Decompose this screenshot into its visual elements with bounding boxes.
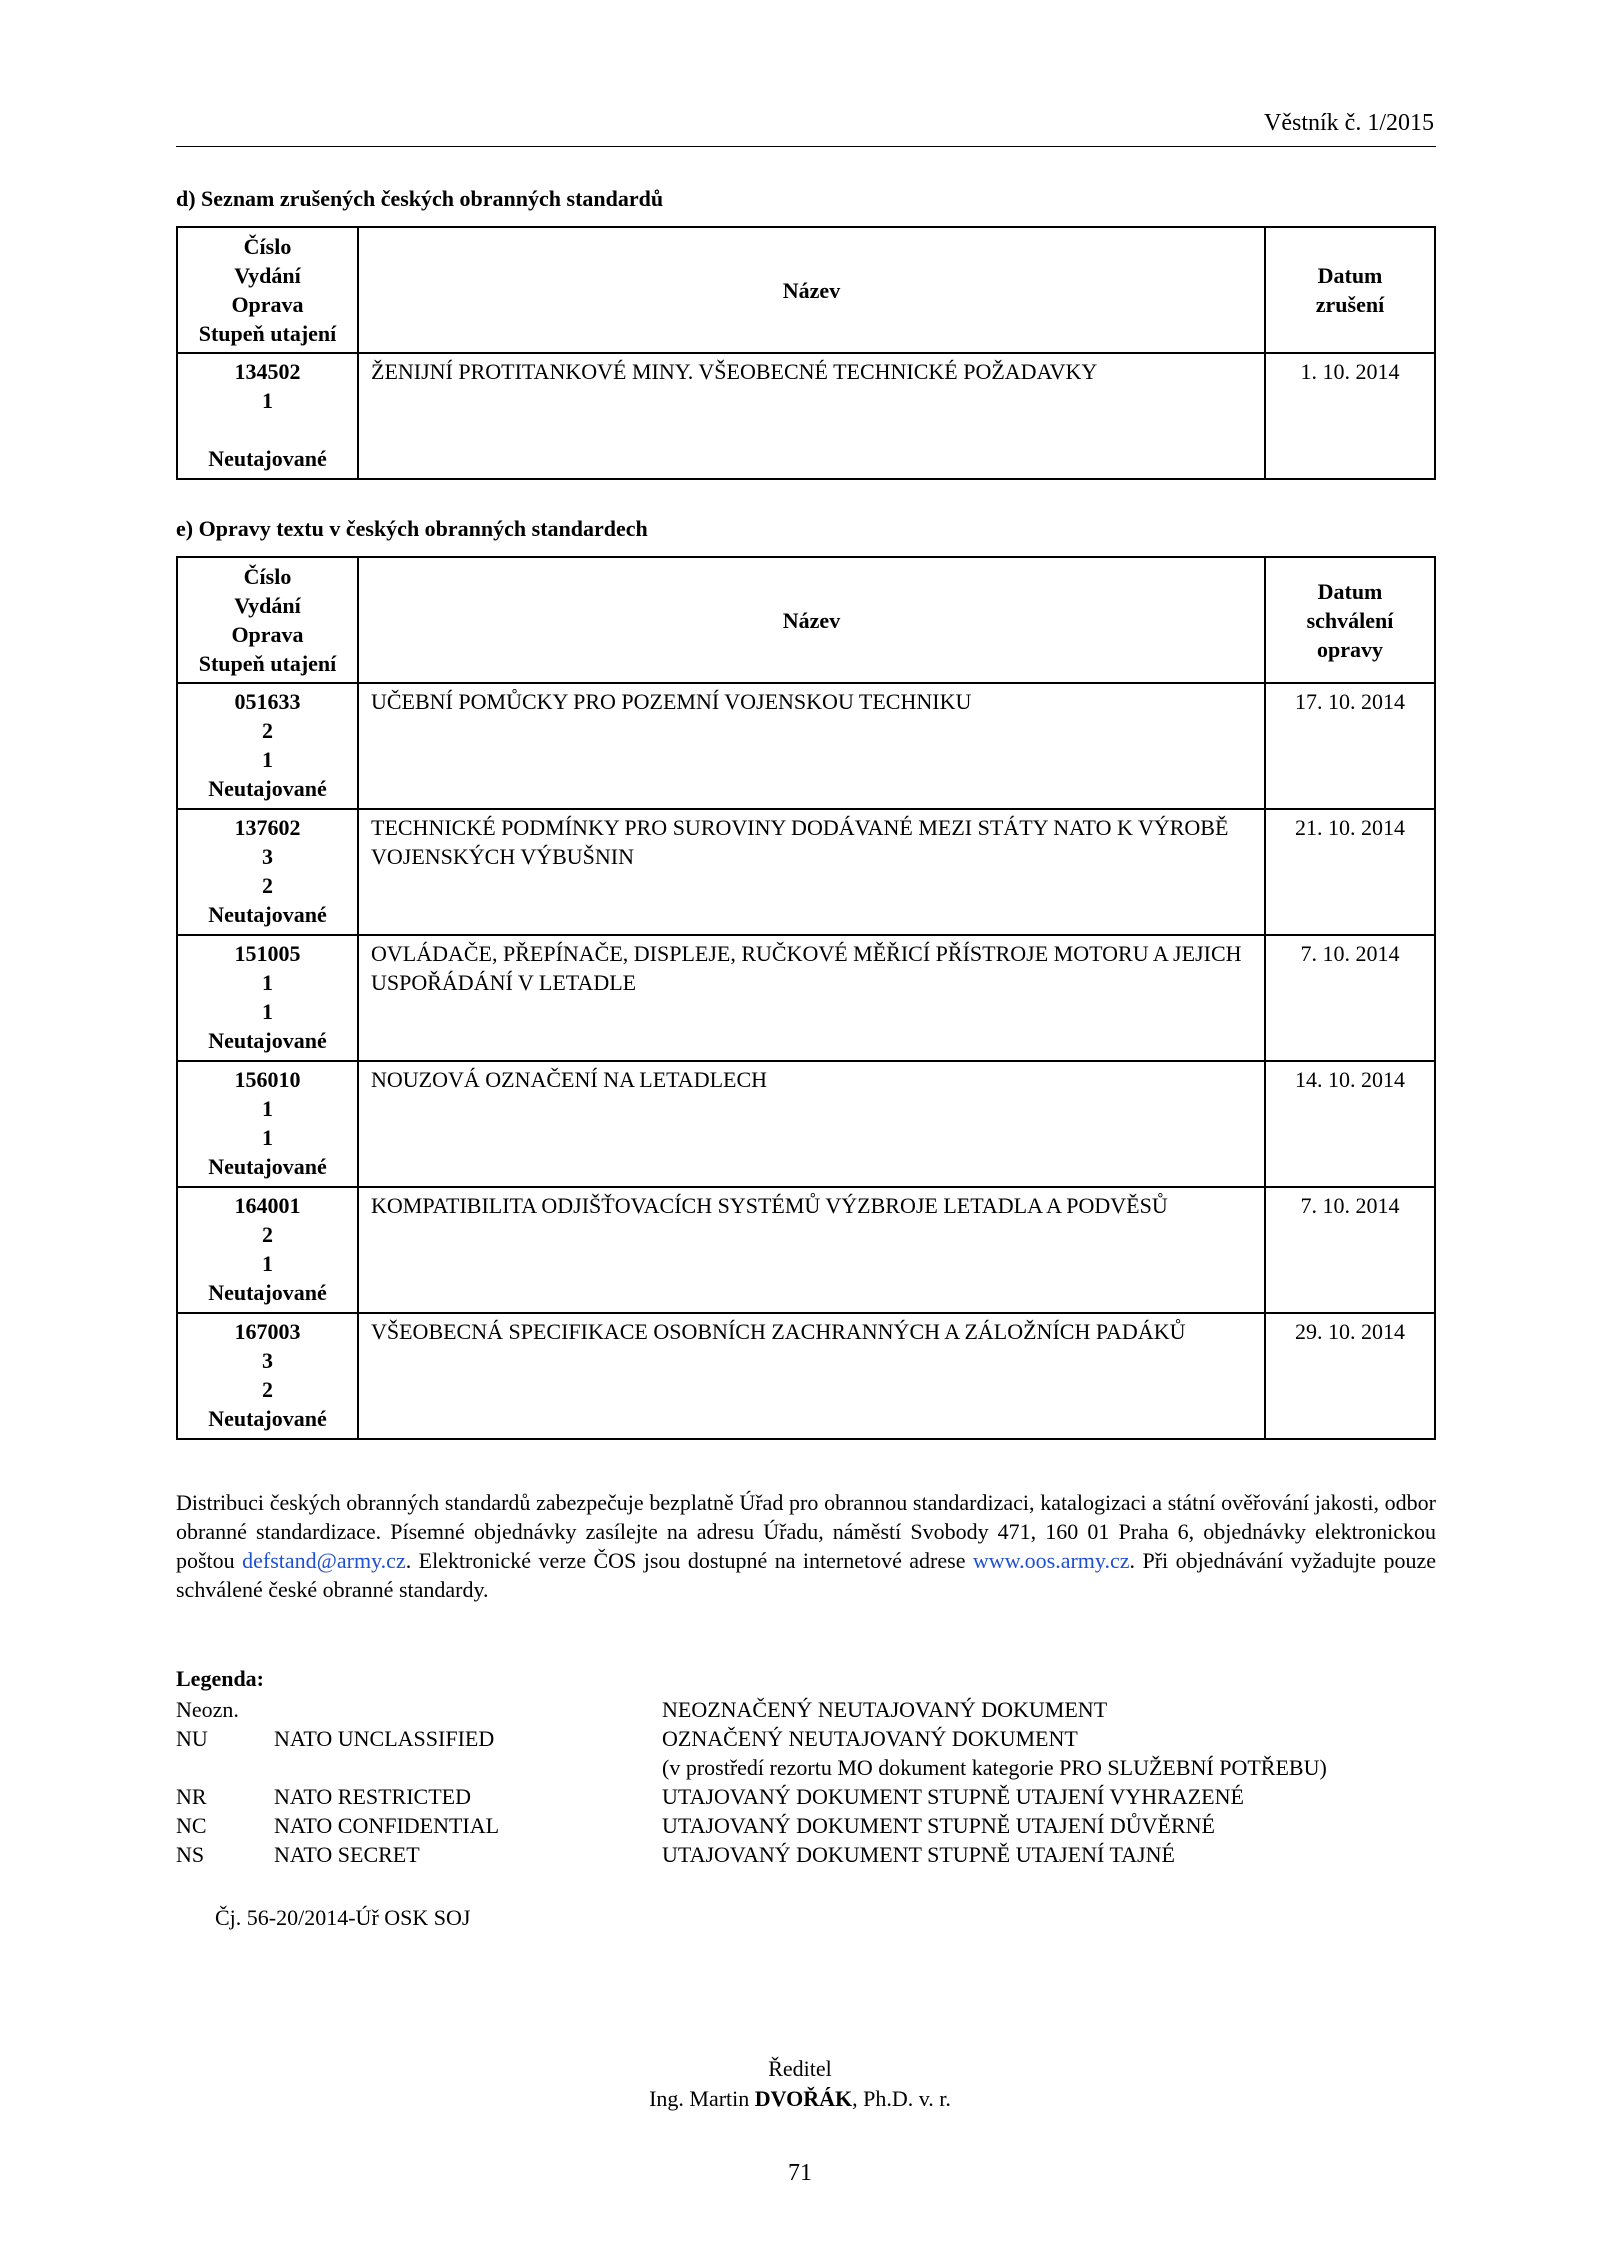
header-classification: Stupeň utajení (198, 321, 337, 346)
standard-edition: 2 (262, 1222, 273, 1247)
standard-edition: 3 (262, 1348, 273, 1373)
cancelled-standards-table (176, 226, 1436, 480)
standard-name-cell: KOMPATIBILITA ODJIŠŤOVACÍCH SYSTÉMŮ VÝZBROJE LETADLA A PODVĚSŮ (358, 1187, 1265, 1313)
standard-classification: Neutajované (208, 776, 327, 801)
standard-number: 051633 (234, 689, 301, 714)
legend-nato-name: NATO CONFIDENTIAL (274, 1813, 500, 1838)
standard-correction (178, 415, 357, 444)
legend-item (176, 1811, 1436, 1840)
header-correction: Oprava (231, 622, 304, 647)
standard-date-cell: 21. 10. 2014 (1265, 809, 1435, 935)
standard-number: 156010 (234, 1067, 301, 1092)
page-number: 71 (788, 2160, 812, 2186)
distribution-text-2: . Elektronické verze ČOS jsou dostupné na internetové adrese (405, 1548, 973, 1573)
standard-correction: 2 (262, 873, 273, 898)
header-date-approved: schválení (1306, 607, 1394, 633)
standard-number: 151005 (234, 941, 301, 966)
header-date: Datum (1317, 578, 1383, 604)
legend-description: UTAJOVANÝ DOKUMENT STUPNĚ UTAJENÍ TAJNÉ (662, 1842, 1175, 1867)
table-row (177, 1187, 1435, 1313)
header-edition: Vydání (234, 593, 301, 618)
legend-nato-name: NATO SECRET (274, 1842, 420, 1867)
standard-date-cell: 17. 10. 2014 (1265, 683, 1435, 809)
standard-id-cell (177, 683, 358, 809)
header-number: Číslo (243, 564, 292, 589)
section-e-title: e) Opravy textu v českých obranných standardech (176, 516, 648, 541)
header-number: Číslo (243, 234, 292, 259)
signature-surname: DVOŘÁK (754, 2086, 853, 2111)
standard-date-cell: 29. 10. 2014 (1265, 1313, 1435, 1439)
reference-number: Čj. 56-20/2014-Úř OSK SOJ (215, 1905, 471, 1930)
table-row (177, 1313, 1435, 1439)
legend-description: NEOZNAČENÝ NEUTAJOVANÝ DOKUMENT (662, 1697, 1108, 1722)
table-row (177, 1061, 1435, 1187)
standard-correction: 1 (262, 1125, 273, 1150)
legend-description: OZNAČENÝ NEUTAJOVANÝ DOKUMENT (662, 1726, 1078, 1751)
standard-edition: 3 (262, 844, 273, 869)
standard-name-cell: UČEBNÍ POMŮCKY PRO POZEMNÍ VOJENSKOU TECHNIKU (358, 683, 1265, 809)
standard-id-cell (177, 353, 358, 479)
standard-id-cell (177, 1187, 358, 1313)
legend-item (176, 1782, 1436, 1811)
standard-classification: Neutajované (208, 1154, 327, 1179)
name-column-header: Název (358, 227, 1265, 353)
header-correction: Oprava (231, 292, 304, 317)
legend-nato-name: NATO RESTRICTED (274, 1784, 471, 1809)
journal-issue: Věstník č. 1/2015 (1264, 110, 1434, 136)
standard-id-cell (177, 935, 358, 1061)
standard-classification: Neutajované (208, 902, 327, 927)
standard-correction: 1 (262, 1251, 273, 1276)
distribution-text-3: . Při objednávání vyžadujte pouze schválené české obranné standardy. (176, 1548, 1436, 1602)
legend-title: Legenda: (176, 1666, 264, 1691)
legend-item (176, 1695, 1436, 1724)
table-header-row (177, 557, 1435, 683)
standard-correction: 1 (262, 747, 273, 772)
standard-date-cell: 7. 10. 2014 (1265, 1187, 1435, 1313)
standard-name-cell: TECHNICKÉ PODMÍNKY PRO SUROVINY DODÁVANÉ MEZI STÁTY NATO K VÝROBĚ VOJENSKÝCH VÝBUŠNIN (358, 809, 1265, 935)
standard-date-cell: 1. 10. 2014 (1265, 353, 1435, 479)
standard-classification: Neutajované (208, 1406, 327, 1431)
legend-code: Neozn. (176, 1697, 239, 1722)
table-row (177, 683, 1435, 809)
legend-description: UTAJOVANÝ DOKUMENT STUPNĚ UTAJENÍ VYHRAZENÉ (662, 1784, 1244, 1809)
date-column-header (1265, 227, 1435, 353)
header-edition: Vydání (234, 263, 301, 288)
standard-date-cell: 14. 10. 2014 (1265, 1061, 1435, 1187)
signature-suffix: , Ph.D. v. r. (852, 2086, 951, 2111)
standard-correction: 2 (262, 1377, 273, 1402)
id-column-header (177, 557, 358, 683)
standard-id-cell (177, 809, 358, 935)
date-column-header (1265, 557, 1435, 683)
standard-classification: Neutajované (208, 446, 327, 471)
id-column-header (177, 227, 358, 353)
website-link[interactable]: www.oos.army.cz (972, 1548, 1130, 1573)
legend-nato-name: NATO UNCLASSIFIED (274, 1726, 495, 1751)
signature-prefix: Ing. Martin (649, 2086, 755, 2111)
legend-description: UTAJOVANÝ DOKUMENT STUPNĚ UTAJENÍ DŮVĚRNÉ (662, 1813, 1215, 1838)
standard-edition: 2 (262, 718, 273, 743)
header-classification: Stupeň utajení (198, 651, 337, 676)
standard-classification: Neutajované (208, 1028, 327, 1053)
standard-number: 134502 (234, 359, 301, 384)
standard-name-cell: ŽENIJNÍ PROTITANKOVÉ MINY. VŠEOBECNÉ TECHNICKÉ POŽADAVKY (358, 353, 1265, 479)
page-header (176, 110, 1436, 147)
distribution-paragraph (176, 1488, 1436, 1604)
table-row (177, 935, 1435, 1061)
legend-description: (v prostředí rezortu MO dokument kategorie PRO SLUŽEBNÍ POTŘEBU) (662, 1755, 1327, 1780)
standard-correction: 1 (262, 999, 273, 1024)
standard-edition: 1 (262, 388, 273, 413)
standard-id-cell (177, 1061, 358, 1187)
standard-number: 167003 (234, 1319, 301, 1344)
distribution-text-1: Distribuci českých obranných standardů zabezpečuje bezplatně Úřad pro obrannou standardizaci, katalogizaci a státní ověřování jakosti, odbor obranné standardizace. Písemné objednávky zasílejte na adresu Úřadu, náměstí Svobody 471, 160 01 Praha 6, objednávky elektronickou poštou (176, 1490, 1436, 1573)
legend-item (176, 1753, 1436, 1782)
legend-item (176, 1840, 1436, 1869)
header-date-cancelled: zrušení (1315, 292, 1385, 317)
signature-name (0, 2086, 1600, 2112)
table-header-row (177, 227, 1435, 353)
standard-edition: 1 (262, 970, 273, 995)
standard-id-cell (177, 1313, 358, 1439)
table-row (177, 809, 1435, 935)
standard-name-cell: NOUZOVÁ OZNAČENÍ NA LETADLECH (358, 1061, 1265, 1187)
standard-name-cell: OVLÁDAČE, PŘEPÍNAČE, DISPLEJE, RUČKOVÉ MĚŘICÍ PŘÍSTROJE MOTORU A JEJICH USPOŘÁDÁNÍ V LETADLE (358, 935, 1265, 1061)
legend-code: NR (176, 1784, 207, 1809)
legend-code: NS (176, 1842, 205, 1867)
section-d-title: d) Seznam zrušených českých obranných standardů (176, 186, 664, 211)
name-column-header: Název (358, 557, 1265, 683)
standard-classification: Neutajované (208, 1280, 327, 1305)
legend-item (176, 1724, 1436, 1753)
standard-date-cell: 7. 10. 2014 (1265, 935, 1435, 1061)
email-link[interactable]: defstand@army.cz (242, 1548, 406, 1573)
header-date: Datum (1317, 263, 1383, 288)
standard-number: 164001 (234, 1193, 301, 1218)
legend-code: NC (176, 1813, 207, 1838)
legend-code: NU (176, 1726, 208, 1751)
signature-title: Ředitel (768, 2056, 832, 2081)
standard-name-cell: VŠEOBECNÁ SPECIFIKACE OSOBNÍCH ZACHRANNÝCH A ZÁLOŽNÍCH PADÁKŮ (358, 1313, 1265, 1439)
table-row (177, 353, 1435, 479)
header-date-correction: opravy (1317, 636, 1383, 662)
corrections-table (176, 556, 1436, 1440)
legend (176, 1695, 1436, 1869)
standard-edition: 1 (262, 1096, 273, 1121)
standard-number: 137602 (234, 815, 301, 840)
